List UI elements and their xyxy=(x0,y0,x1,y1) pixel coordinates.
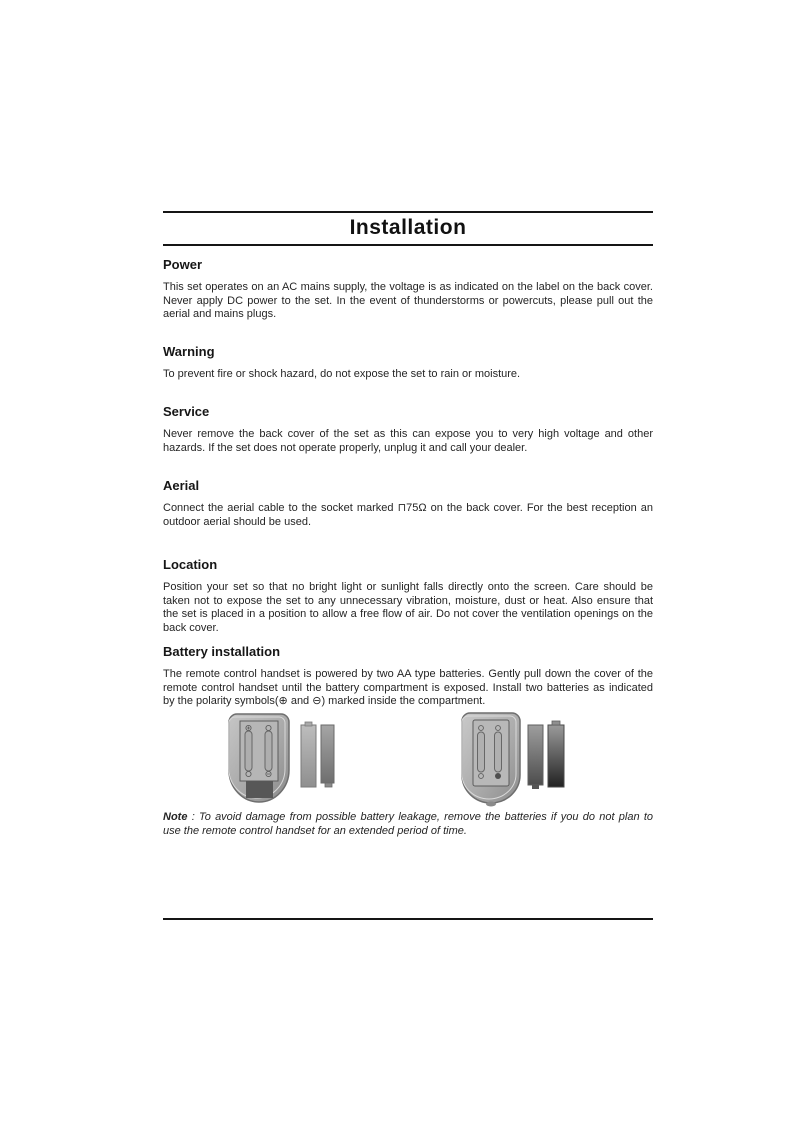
contact-nub xyxy=(495,773,501,779)
battery-slot xyxy=(495,732,502,772)
latch-nub xyxy=(486,802,496,807)
section-body xyxy=(163,502,653,529)
battery-piece xyxy=(528,725,543,785)
section-body xyxy=(163,668,653,709)
section-body: Position your set so that no bright light or sunlight falls directly onto the screen. Care should be taken not to expose the set to any unnecessary vibration, moisture, dust or heat. Also ensure that the set is placed in a position to allow a free flow of air. Do not cover the ventilation openings on the back cover. xyxy=(163,581,653,634)
note xyxy=(163,810,653,838)
title-top-rule xyxy=(163,211,653,213)
section-body: This set operates on an AC mains supply, the voltage is as indicated on the label on the back cover. Never apply DC power to the set. In the event of thunderstorms or powercuts, please pull out the aerial and mains plugs. xyxy=(163,281,653,320)
page-title: Installation xyxy=(349,216,467,239)
battery-piece xyxy=(548,725,564,787)
section-location xyxy=(163,557,653,635)
cover-tab xyxy=(305,722,312,726)
section-heading: Warning xyxy=(163,344,215,359)
section-heading: Battery installation xyxy=(163,644,281,659)
polarity-minus-icon: ⊖ xyxy=(312,695,322,707)
remote-back-illustration xyxy=(225,712,335,808)
section-body: Never remove the back cover of the set as this can expose you to very high voltage and other hazards. If the set does not operate properly, unplug it and call your dealer. xyxy=(163,428,653,454)
bottom-rule xyxy=(163,918,653,920)
section-warning xyxy=(163,344,653,382)
battery-tab xyxy=(325,783,332,787)
aerial-body-before: Connect the aerial cable to the socket marked xyxy=(163,502,398,514)
section-heading: Aerial xyxy=(163,478,200,493)
section-battery-installation xyxy=(163,644,653,709)
title-bottom-rule xyxy=(163,244,653,246)
battery-figure-right xyxy=(458,710,566,815)
note-text: : To avoid damage from possible battery leakage, remove the batteries if you do not plan to use the remote control handset for an extended period of time. xyxy=(163,811,653,837)
section-aerial xyxy=(163,478,653,529)
section-heading: Power xyxy=(163,257,203,272)
battery-slot xyxy=(245,731,252,771)
battery-body-mid: and xyxy=(287,695,313,707)
battery-figure-left xyxy=(225,712,335,813)
note-label: Note xyxy=(163,811,188,823)
battery-slot xyxy=(478,732,485,772)
section-power xyxy=(163,257,653,322)
aerial-socket-icon: ⊓75Ω xyxy=(397,502,427,514)
battery-tab xyxy=(532,785,539,789)
battery-tab xyxy=(552,721,560,725)
battery-body-before: The remote control handset is powered by two AA type batteries. Gently pull down the cover of the remote control handset until the battery compartment is exposed. Install two batteries as indicated by the polarity symbols( xyxy=(163,668,653,707)
aerial-body-after: on the back cover. For the best reception an outdoor aerial should be used. xyxy=(163,502,653,528)
battery-slot xyxy=(265,731,272,771)
battery-piece xyxy=(321,725,334,783)
battery-cover-piece xyxy=(301,725,316,787)
section-service xyxy=(163,404,653,455)
cover-opening xyxy=(246,781,273,798)
section-heading: Location xyxy=(163,557,218,572)
remote-back-illustration xyxy=(458,710,566,810)
polarity-plus-icon: ⊕ xyxy=(278,695,288,707)
section-heading: Service xyxy=(163,404,210,419)
battery-body-after: ) marked inside the compartment. xyxy=(321,695,486,707)
section-body: To prevent fire or shock hazard, do not expose the set to rain or moisture. xyxy=(163,368,521,380)
title-band xyxy=(163,211,653,246)
